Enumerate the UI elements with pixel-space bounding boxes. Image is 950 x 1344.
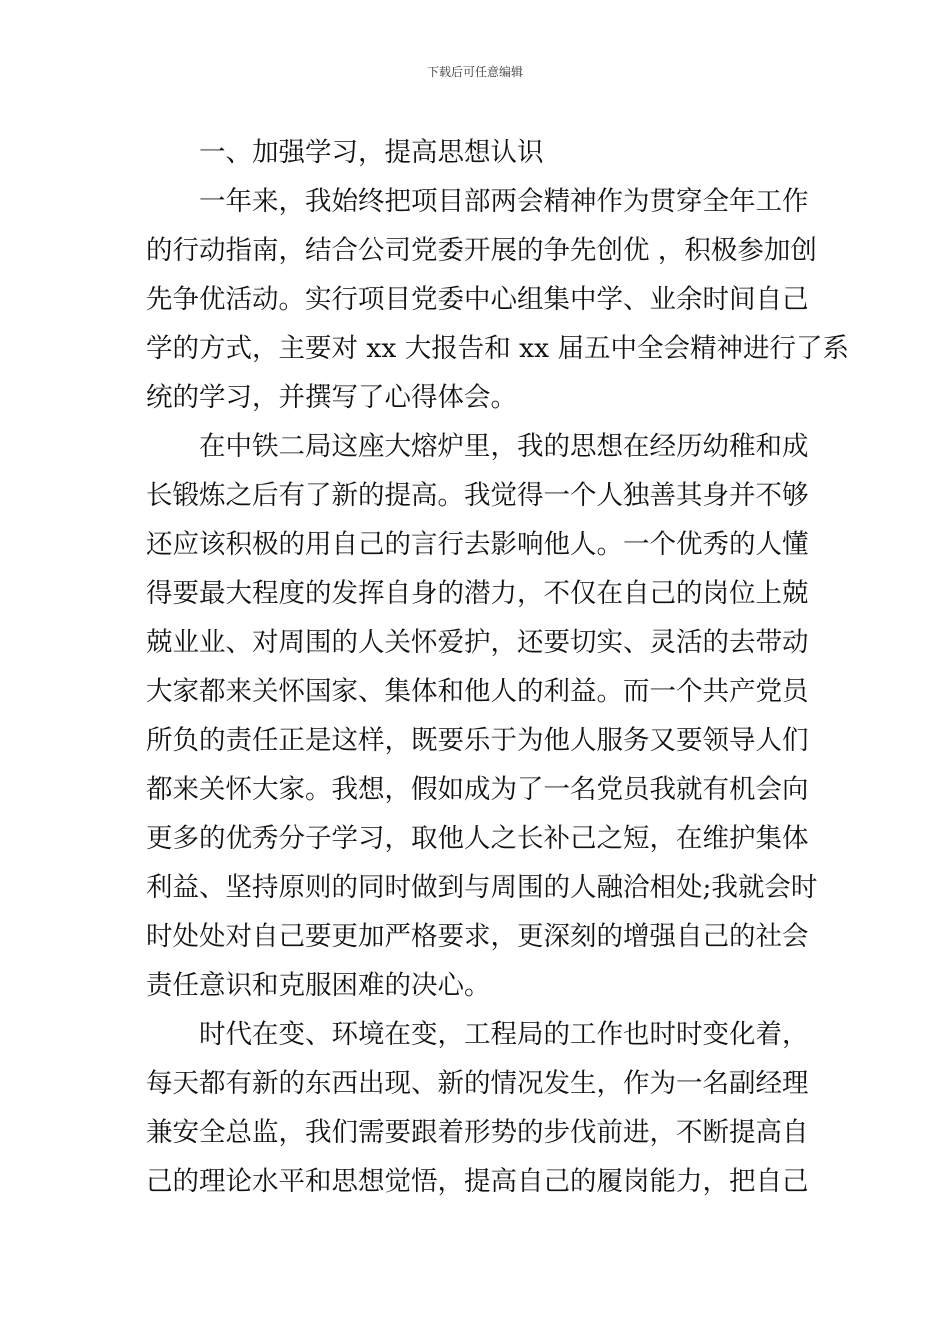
paragraph-line: 都来关怀大家。我想，假如成为了一名党员我就有机会向 (146, 774, 809, 805)
paragraph-line: 统的学习，并撰写了心得体会。 (146, 382, 517, 413)
paragraph-line: 利益、坚持原则的同时做到与周围的人融洽相处;我就会时 (146, 872, 818, 903)
paragraph-line: 己的理论水平和思想觉悟，提高自己的履岗能力，把自己 (146, 1166, 809, 1197)
paragraph-line: 一年来，我始终把项目部两会精神作为贯穿全年工作 (199, 186, 809, 217)
paragraph-line: 的行动指南，结合公司党委开展的争先创优 ，积极参加创 (146, 235, 817, 266)
paragraph-line: 在中铁二局这座大熔炉里，我的思想在经历幼稚和成 (199, 431, 809, 462)
paragraph-line: 先争优活动。实行项目党委中心组集中学、业余时间自己 (146, 284, 809, 315)
paragraph-line: 时处处对自己要更加严格要求，更深刻的增强自己的社会 (146, 921, 809, 952)
paragraph-line: 学的方式，主要对 xx 大报告和 xx 届五中全会精神进行了系 (146, 333, 849, 364)
paragraph-2 (146, 422, 818, 1010)
paragraph-line: 大家都来关怀国家、集体和他人的利益。而一个共产党员 (146, 676, 809, 707)
paragraph-line: 每天都有新的东西出现、新的情况发生，作为一名副经理 (146, 1068, 809, 1099)
paragraph-line: 更多的优秀分子学习，取他人之长补己之短，在维护集体 (146, 823, 809, 854)
document-body (146, 128, 849, 1206)
paragraph-line: 时代在变、环境在变，工程局的工作也时时变化着， (199, 1019, 809, 1050)
page-header-note: 下载后可任意编辑 (426, 65, 523, 79)
paragraph-line: 得要最大程度的发挥自身的潜力，不仅在自己的岗位上兢 (146, 578, 809, 609)
paragraph-line: 所负的责任正是这样，既要乐于为他人服务又要领导人们 (146, 725, 809, 756)
paragraph-line: 还应该积极的用自己的言行去影响他人。一个优秀的人懂 (146, 529, 809, 560)
section-heading (146, 128, 810, 177)
paragraph-line: 兼安全总监，我们需要跟着形势的步伐前进，不断提高自 (146, 1117, 809, 1148)
paragraph-line: 兢业业、对周围的人关怀爱护，还要切实、灵活的去带动 (146, 627, 809, 658)
paragraph-3 (146, 1010, 810, 1206)
heading-text: 一、加强学习，提高思想认识 (199, 137, 544, 168)
paragraph-1 (146, 177, 849, 422)
paragraph-line: 责任意识和克服困难的决心。 (146, 970, 491, 1001)
paragraph-line: 长锻炼之后有了新的提高。我觉得一个人独善其身并不够 (146, 480, 809, 511)
